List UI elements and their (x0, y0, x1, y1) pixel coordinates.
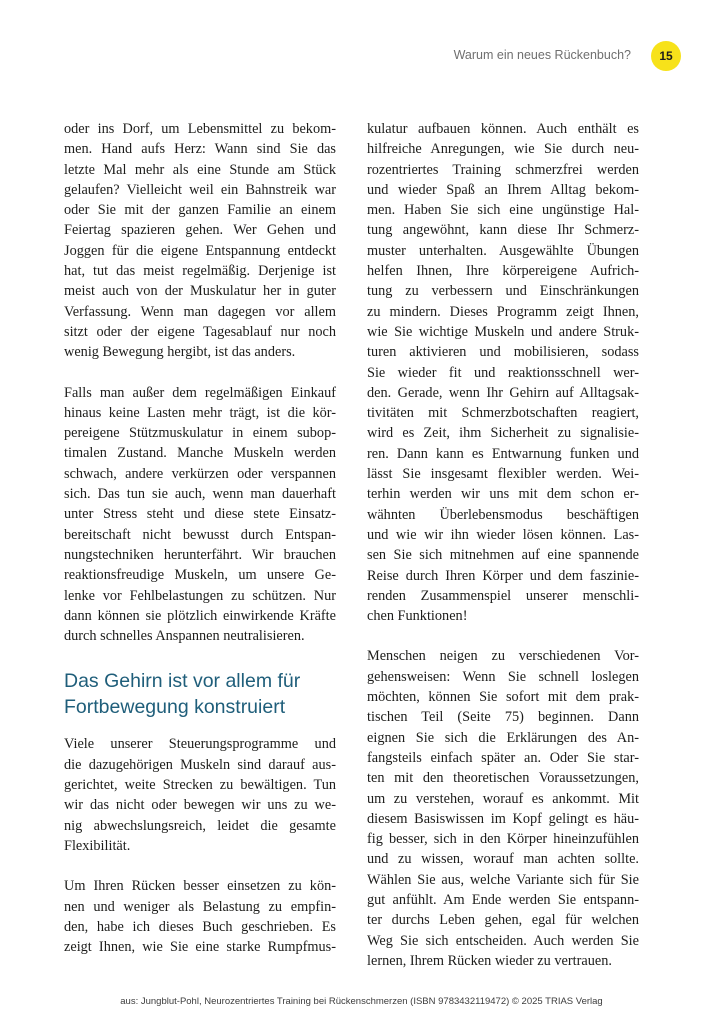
text-line: bereitschaft nicht bewusst durch Entspan- (64, 526, 336, 543)
text-line: nig abwechslungsreich, leidet die gesamte (64, 817, 336, 834)
text-line: Sie wieder fit und reaktionsschnell wer- (367, 364, 639, 381)
text-line: möchten, können Sie sofort mit dem prak- (367, 689, 639, 706)
text-line: Falls man außer dem regelmäßigen Einkauf (64, 384, 336, 401)
text-line: nen und weniger als Belastung zu empfin- (64, 898, 336, 915)
text-line: und wie wir ihn wieder lösen können. Las- (367, 526, 639, 543)
text-line: Flexibilität. (64, 837, 131, 854)
text-line: turen aktivieren und mobilisieren, sodass (367, 344, 639, 361)
text-line: zu mindern. Dieses Programm zeigt Ihnen, (367, 303, 639, 320)
page-number-badge: 15 (651, 41, 681, 71)
text-line: Joggen für die eigene Entspannung entdeckt (64, 242, 336, 259)
text-line: Weg Sie sich entscheiden. Auch werden Sie (367, 932, 639, 949)
text-line: helfen Ihnen, Ihre körpereigene Aufrich- (367, 263, 639, 280)
text-line: um zu verstehen, worauf es ankommt. Mit (367, 790, 639, 807)
text-line: tischen Teil (Seite 75) beginnen. Dann (367, 709, 639, 726)
text-line: den. Gerade, wenn Ihr Gehirn auf Alltagsak- (367, 384, 639, 401)
text-line: hat, tut das meist regelmäßig. Derjenige ist (64, 263, 336, 280)
text-line: gelaufen? Vielleicht weil ein Bahnstreik war (64, 181, 336, 198)
left-column (64, 119, 336, 957)
text-line: wird es Zeit, ihm Sicherheit zu signalisie- (367, 425, 639, 442)
paragraph (367, 646, 639, 971)
text-line: eignen Sie sich die Erklärungen des An- (367, 729, 639, 746)
text-line: ten mit den theoretischen Voraussetzungen, (367, 770, 639, 787)
text-line: Um Ihren Rücken besser einsetzen zu kön- (64, 878, 336, 895)
text-line: hilfreiche Anregungen, wie Sie durch neu- (367, 141, 639, 158)
section-heading (64, 668, 336, 720)
text-line: men. Hand aufs Herz: Wann sind Sie das (64, 141, 336, 158)
text-line: oder ins Dorf, um Lebensmittel zu bekom- (64, 121, 336, 137)
text-line: meist auch von der Muskulatur her in guter (64, 283, 336, 300)
text-line: kulatur aufbauen können. Auch enthält es (367, 121, 639, 137)
text-line: unter Stress steht und diese stete Einsatz- (64, 506, 336, 523)
text-line: lenke vor Fehlbelastungen zu schützen. Nur (64, 587, 336, 604)
text-line: wir das nicht oder bewegen wir uns zu we- (64, 797, 336, 814)
text-line: ter durchs Leben gehen, egal für welchen (367, 912, 639, 929)
text-line: Verfassung. Wenn man dagegen vor allem (64, 303, 336, 320)
running-title: Warum ein neues Rückenbuch? (453, 48, 631, 62)
text-line: chen Funktionen! (367, 608, 468, 625)
text-line: gehensweisen: Wenn Sie schnell loslegen (367, 668, 639, 685)
paragraph (64, 734, 336, 856)
paragraph (64, 383, 336, 647)
text-line: durch schnelles Anspannen neutralisieren. (64, 628, 305, 645)
text-line: muster unterhalten. Ausgewählte Übungen (367, 242, 639, 259)
text-line: fig besser, sich in den Körper hineinzufühlen (367, 831, 639, 848)
text-line: wie Sie wichtige Muskeln und andere Struk- (367, 323, 639, 340)
text-line: nungstechniken herunterfährt. Wir brauchen (64, 546, 336, 563)
text-line: gut anfühlt. Am Ende werden Sie entspann- (367, 891, 639, 908)
right-column (367, 119, 639, 971)
text-line: die dazugehörigen Muskeln sind darauf aus- (64, 756, 336, 773)
text-line: sitzt oder der eigene Tagesablauf nur noch (64, 323, 336, 340)
text-line: wähnten Überlebensmodus beschäftigen (367, 506, 639, 523)
text-line: sich. Das tun sie auch, wenn man dauerhaft (64, 486, 336, 503)
citation-footer: aus: Jungblut-Pohl, Neurozentriertes Training bei Rückenschmerzen (ISBN 9783432119472) © 2025 TRIAS Verlag (120, 996, 603, 1007)
text-line: terhin werden wir uns mit dem schon er- (367, 486, 639, 503)
text-line: letzte Mal mehr als eine Stunde am Stück (64, 161, 336, 178)
text-line: fangsteils einfach später an. Oder Sie star- (367, 749, 639, 766)
text-line: Menschen neigen zu verschiedenen Vor- (367, 648, 639, 665)
text-line: diesem Basiswissen im Kopf gelingt es häu- (367, 810, 639, 827)
text-line: lässt Sie insgesamt flexibler werden. Wei- (367, 466, 639, 483)
text-line: timalen Zustand. Manche Muskeln werden (64, 445, 336, 462)
text-line: gerichtet, weite Strecken zu bewältigen. Tun (64, 777, 336, 794)
text-line: oder Sie mit der ganzen Familie an einem (64, 202, 336, 219)
text-line: Wählen Sie aus, welche Variante sich für Sie (367, 871, 639, 888)
text-line: tivitäten mit Schmerzbotschaften reagiert, (367, 405, 639, 422)
paragraph (367, 119, 639, 626)
text-line: men. Haben Sie sich eine ungünstige Hal- (367, 202, 639, 219)
text-line: dann können sie plötzlich einwirkende Kräfte (64, 607, 336, 624)
text-line: Viele unserer Steuerungsprogramme und (64, 736, 336, 753)
text-line: rozentriertes Training schmerzfrei werden (367, 161, 639, 178)
text-line: renden Zusammenspiel unserer menschli- (367, 587, 639, 604)
text-line: lernen, Ihrem Rücken wieder zu vertrauen. (367, 952, 612, 969)
text-line: und zu wissen, worauf man achten sollte. (367, 851, 639, 868)
text-line: sen Sie sich mitnehmen auf eine spannende (367, 547, 639, 564)
heading-line: Fortbewegung konstruiert (64, 696, 286, 719)
paragraph (64, 876, 336, 957)
text-line: wenig Bewegung hergibt, ist das anders. (64, 344, 296, 361)
text-line: Reise durch Ihren Körper und dem faszinie- (367, 567, 639, 584)
text-line: pereigene Stützmuskulatur in einem subop- (64, 425, 336, 442)
text-line: und wieder Spaß an Ihrem Alltag bekom- (367, 181, 639, 198)
text-line: zeigt Ihnen, wie Sie eine starke Rumpfmus- (64, 939, 336, 956)
paragraph (64, 119, 336, 363)
text-line: hinaus keine Lasten mehr trägt, ist die kör- (64, 404, 336, 421)
text-line: den, habe ich dieses Buch geschrieben. Es (64, 918, 336, 935)
text-line: reaktionsfreudige Muskeln, um unsere Ge- (64, 567, 336, 584)
text-line: ren. Dann kann es Entwarnung funken und (367, 445, 639, 462)
text-line: schwach, andere verkürzen oder verspannen (64, 465, 336, 482)
text-line: tung zu verbessern und Einschränkungen (367, 283, 639, 300)
heading-line: Das Gehirn ist vor allem für (64, 670, 301, 693)
text-line: Feiertag spazieren gehen. Wer Gehen und (64, 222, 336, 239)
text-line: tung angewöhnt, kann diese Ihr Schmerz- (367, 222, 639, 239)
